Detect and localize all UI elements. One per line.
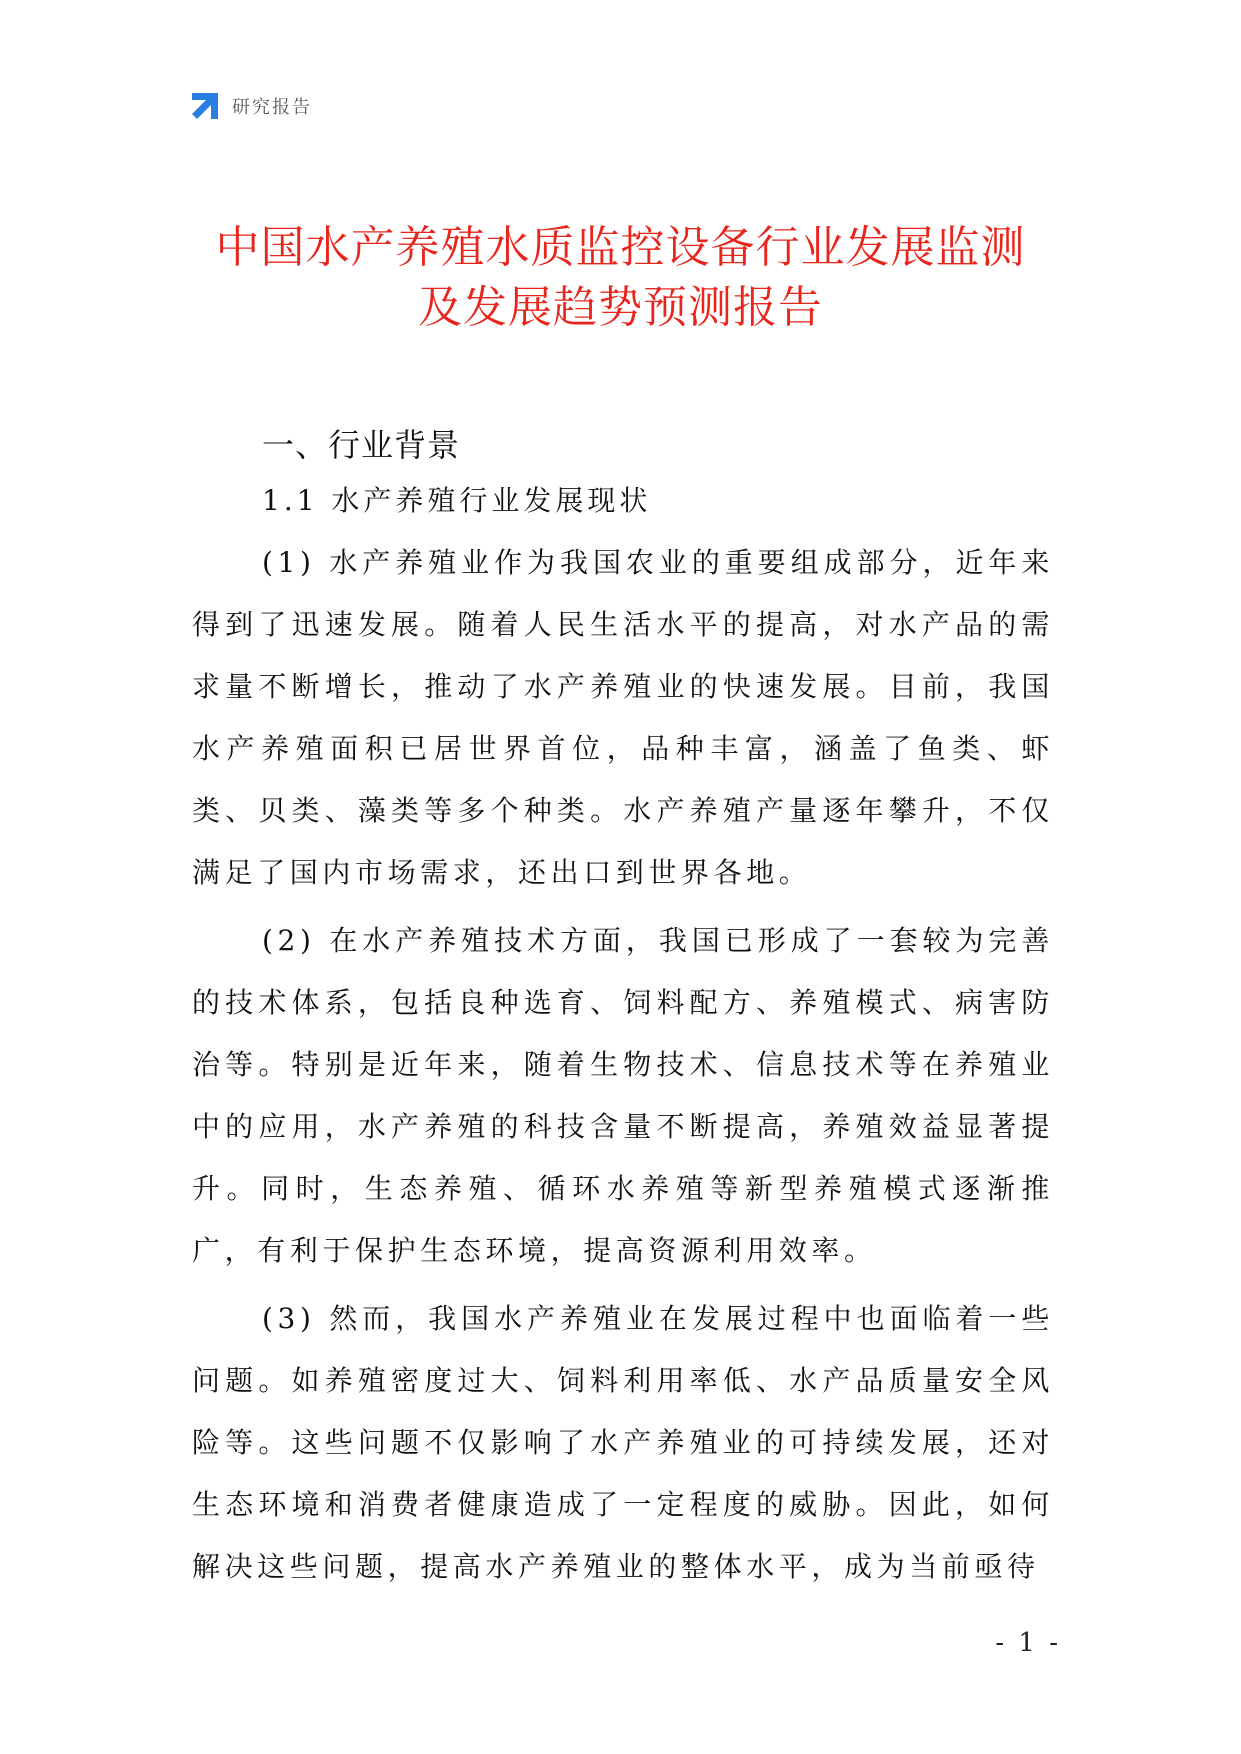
report-header (190, 90, 312, 122)
page-number: - 1 - (995, 1628, 1061, 1658)
title-line-2: 及发展趋势预测报告 (418, 282, 823, 333)
sub-heading: 1.1 水产养殖行业发展现状 (262, 484, 652, 517)
document-title (150, 218, 1091, 338)
title-line-1: 中国水产养殖水质监控设备行业发展监测 (215, 222, 1026, 273)
paragraph-2: (2) 在水产养殖技术方面，我国已形成了一套较为完善的技术体系，包括良种选育、饲料配方、养殖模式、病害防治等。特别是近年来，随着生物技术、信息技术等在养殖业中的应用，水产养殖的科技含量不断提高，养殖效益显著提升。同时，生态养殖、循环水养殖等新型养殖模式逐渐推广，有利于保护生态环境，提高资源利用效率。 (192, 924, 1054, 1267)
paragraph-1: (1) 水产养殖业作为我国农业的重要组成部分，近年来得到了迅速发展。随着人民生活水平的提高，对水产品的需求量不断增长，推动了水产养殖业的快速发展。目前，我国水产养殖面积已居世界首位，品种丰富，涵盖了鱼类、虾类、贝类、藻类等多个种类。水产养殖产量逐年攀升，不仅满足了国内市场需求，还出口到世界各地。 (192, 546, 1054, 889)
section-heading: 一、行业背景 (262, 426, 461, 464)
document-body (192, 420, 1054, 1598)
paragraph-3: (3) 然而，我国水产养殖业在发展过程中也面临着一些问题。如养殖密度过大、饲料利用率低、水产品质量安全风险等。这些问题不仅影响了水产养殖业的可持续发展，还对生态环境和消费者健康造成了一定程度的威胁。因此，如何解决这些问题，提高水产养殖业的整体水平，成为当前亟待 (192, 1302, 1054, 1583)
arrow-up-right-icon (190, 91, 220, 121)
header-label: 研究报告 (232, 97, 312, 118)
